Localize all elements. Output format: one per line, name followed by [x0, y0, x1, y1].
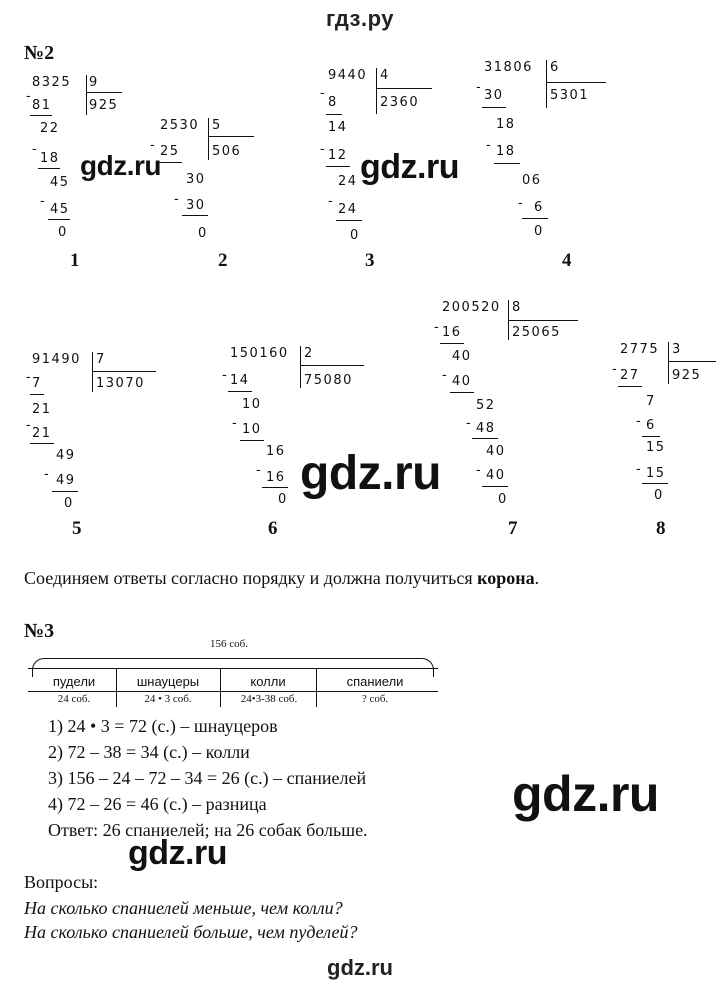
example-label-1: 1 — [70, 250, 80, 271]
remainder-row: 22 — [40, 121, 60, 136]
divider — [220, 669, 221, 707]
final-remainder: 0 — [64, 496, 74, 511]
watermark: gdz.ru — [360, 148, 459, 186]
collies-count: 24•3-38 соб. — [240, 693, 298, 705]
divisor: 5 — [212, 118, 222, 133]
site-header: гдз.ру — [326, 6, 394, 31]
remainder-row: 14 — [328, 120, 348, 135]
quotient: 925 — [672, 368, 702, 383]
remainder-row: 18 — [496, 117, 516, 132]
subtrahend-row: 21 — [32, 426, 52, 441]
solution-step-3: 3) 156 – 24 – 72 – 34 = 26 (с.) – спаниелей — [48, 768, 367, 788]
solution-step-2: 2) 72 – 38 = 34 (с.) – колли — [48, 742, 250, 762]
questions-title: Вопросы: — [24, 872, 99, 892]
subtrahend: 16 — [442, 325, 462, 340]
dividend: 150160 — [230, 346, 289, 361]
dividend: 2775 — [620, 342, 660, 357]
divisor: 2 — [304, 346, 314, 361]
example-label-6: 6 — [268, 518, 278, 539]
subtrahend-row: 49 — [56, 473, 76, 488]
remainder-row: 15 — [646, 440, 666, 455]
final-remainder: 0 — [278, 492, 288, 507]
remainder-row: 7 — [646, 394, 656, 409]
final-remainder: 0 — [198, 226, 208, 241]
final-remainder: 0 — [498, 492, 508, 507]
question-1: На сколько спаниелей меньше, чем колли? — [24, 898, 343, 918]
divisor: 7 — [96, 352, 106, 367]
quotient: 5301 — [550, 88, 590, 103]
subtrahend-row: 16 — [266, 470, 286, 485]
segment-schnauzers: шнауцеры — [136, 674, 200, 689]
dividend: 8325 — [32, 75, 72, 90]
dividend: 2530 — [160, 118, 200, 133]
remainder-row: 24 — [338, 174, 358, 189]
segment-poodles: пудели — [52, 674, 96, 689]
final-remainder: 0 — [350, 228, 360, 243]
remainder-row: 52 — [476, 398, 496, 413]
spaniels-count: ? соб. — [361, 693, 389, 705]
quotient: 925 — [89, 98, 119, 113]
answer-keyword: корона — [477, 568, 535, 588]
subtrahend-row: 10 — [242, 422, 262, 437]
example-label-3: 3 — [365, 250, 375, 271]
segment-spaniels: спаниели — [346, 674, 404, 689]
remainder-row: 40 — [486, 444, 506, 459]
subtrahend-row: 48 — [476, 421, 496, 436]
subtrahend-row: 40 — [486, 468, 506, 483]
quotient: 2360 — [380, 95, 420, 110]
divisor: 8 — [512, 300, 522, 315]
divisor: 3 — [672, 342, 682, 357]
dividend: 9440 — [328, 68, 368, 83]
subtrahend: 30 — [484, 88, 504, 103]
subtrahend-row: 18 — [40, 151, 60, 166]
quotient: 75080 — [304, 373, 353, 388]
divisor: 4 — [380, 68, 390, 83]
dividend: 200520 — [442, 300, 501, 315]
remainder-row: 49 — [56, 448, 76, 463]
subtrahend: 25 — [160, 144, 180, 159]
answer-line: Ответ: 26 спаниелей; на 26 собак больше. — [48, 820, 368, 840]
subtrahend-row: 30 — [186, 198, 206, 213]
dividend: 31806 — [484, 60, 533, 75]
remainder-row: 30 — [186, 172, 206, 187]
subtrahend-row: 18 — [496, 144, 516, 159]
total-label: 156 соб. — [210, 638, 248, 650]
quotient: 25065 — [512, 325, 561, 340]
example-label-7: 7 — [508, 518, 518, 539]
final-remainder: 0 — [58, 225, 68, 240]
subtrahend: 81 — [32, 98, 52, 113]
solution-step-1: 1) 24 • 3 = 72 (с.) – шнауцеров — [48, 716, 278, 736]
final-remainder: 0 — [534, 224, 544, 239]
subtrahend-row: 24 — [338, 202, 358, 217]
task-3-number: №3 — [24, 620, 55, 642]
remainder-row: 10 — [242, 397, 262, 412]
remainder-row: 16 — [266, 444, 286, 459]
remainder-row: 40 — [452, 349, 472, 364]
watermark: gdz.ru — [80, 150, 161, 181]
subtrahend-row: 45 — [50, 202, 70, 217]
watermark: gdz.ru — [512, 766, 659, 822]
subtrahend-row: 12 — [328, 148, 348, 163]
final-remainder: 0 — [654, 488, 664, 503]
divisor: 9 — [89, 75, 99, 90]
remainder-row: 45 — [50, 175, 70, 190]
quotient: 506 — [212, 144, 242, 159]
site-footer: gdz.ru — [327, 955, 393, 980]
subtrahend-row: 15 — [646, 466, 666, 481]
example-label-5: 5 — [72, 518, 82, 539]
subtrahend-row: 6 — [534, 200, 544, 215]
task-2-conclusion: Соединяем ответы согласно порядку и должна получиться корона. — [24, 568, 540, 588]
example-label-2: 2 — [218, 250, 228, 271]
subtrahend: 7 — [32, 376, 42, 391]
example-label-8: 8 — [656, 518, 666, 539]
subtrahend: 14 — [230, 373, 250, 388]
segment-collies: колли — [250, 674, 286, 689]
divider — [116, 669, 117, 707]
divisor: 6 — [550, 60, 560, 75]
solution-step-4: 4) 72 – 26 = 46 (с.) – разница — [48, 794, 267, 814]
watermark: gdz.ru — [300, 447, 441, 500]
quotient: 13070 — [96, 376, 145, 391]
remainder-row: 06 — [522, 173, 542, 188]
subtrahend: 8 — [328, 95, 338, 110]
example-label-4: 4 — [562, 250, 572, 271]
subtrahend-row: 40 — [452, 374, 472, 389]
dogs-diagram — [28, 638, 438, 708]
dividend: 91490 — [32, 352, 81, 367]
remainder-row: 21 — [32, 402, 52, 417]
schnauzers-count: 24 • 3 соб. — [144, 693, 192, 705]
poodles-count: 24 соб. — [57, 693, 91, 705]
question-2: На сколько спаниелей больше, чем пуделей? — [24, 922, 358, 942]
subtrahend-row: 6 — [646, 418, 656, 433]
watermark: gdz.ru — [128, 834, 227, 872]
subtrahend: 27 — [620, 368, 640, 383]
task-2-number: №2 — [24, 42, 55, 64]
divider — [316, 669, 317, 707]
